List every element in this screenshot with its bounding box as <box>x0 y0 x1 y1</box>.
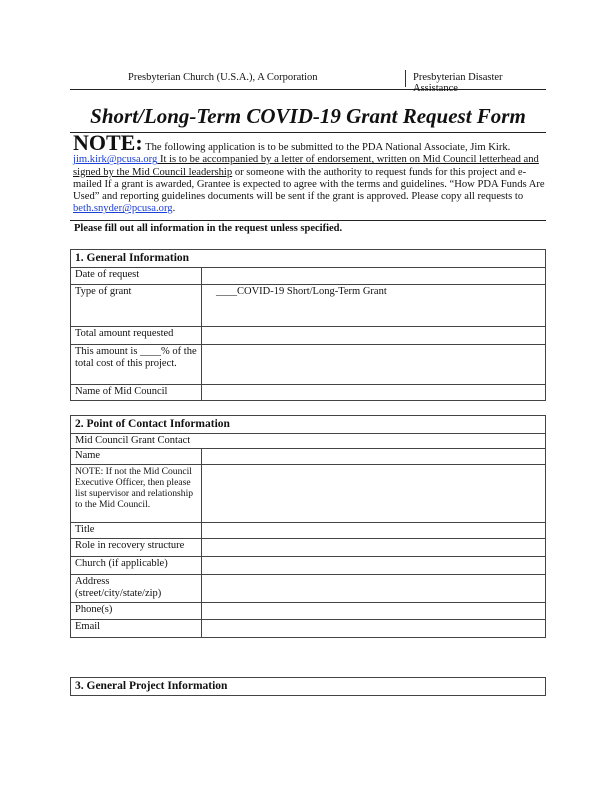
header-divider <box>405 70 406 87</box>
field-input-address[interactable] <box>202 574 546 602</box>
field-input-percent-of-cost[interactable] <box>202 344 546 384</box>
field-label-email: Email <box>71 619 202 637</box>
field-label-supervisor-note: NOTE: If not the Mid Council Executive Officer, then please list supervisor and relationship to the Mid Council. <box>71 464 202 522</box>
field-input-church[interactable] <box>202 556 546 574</box>
field-label-grant-type: Type of grant <box>71 284 202 326</box>
field-input-mid-council[interactable] <box>202 384 546 400</box>
field-label-title: Title <box>71 522 202 538</box>
subsection-heading: Mid Council Grant Contact <box>71 433 546 449</box>
note-paragraph <box>73 130 545 216</box>
note-text-3: or someone with the authority to request funds for this project and e-mailed If a grant is awarded, Grantee is expected to agree with the terms and guidelines. “How PDA Funds Are Used” and reporting guidelines documents will be sent if the grant is approved. Please copy all requests to <box>73 166 545 203</box>
field-input-grant-type[interactable]: ____COVID-19 Short/Long-Term Grant <box>202 284 546 326</box>
field-label-mid-council: Name of Mid Council <box>71 384 202 400</box>
section-heading: 1. General Information <box>71 250 546 268</box>
note-label: NOTE: <box>73 130 143 155</box>
field-label-address: Address (street/city/state/zip) <box>71 574 202 602</box>
organization-name: Presbyterian Church (U.S.A.), A Corporation <box>128 72 318 83</box>
field-input-phone[interactable] <box>202 602 546 619</box>
note-text-4: . <box>172 203 176 215</box>
field-input-role[interactable] <box>202 538 546 556</box>
field-label-role: Role in recovery structure <box>71 538 202 556</box>
note-rule <box>70 220 546 221</box>
field-label-date: Date of request <box>71 267 202 284</box>
note-text-1: The following application is to be submitted to the PDA National Associate, Jim Kirk. <box>142 142 511 153</box>
fill-instruction: Please fill out all information in the request unless specified. <box>74 223 343 234</box>
field-label-phone: Phone(s) <box>71 602 202 619</box>
field-label-name: Name <box>71 449 202 465</box>
field-input-supervisor[interactable] <box>202 464 546 522</box>
field-label-church: Church (if applicable) <box>71 556 202 574</box>
note-text-2: It is to be accompanied by a letter of endorsement, written on Mid Council letterhead and signed by the Mid Council leadership <box>73 154 539 178</box>
field-input-title[interactable] <box>202 522 546 538</box>
field-input-total-amount[interactable] <box>202 326 546 344</box>
project-information-table <box>70 677 546 696</box>
department-name: Presbyterian Disaster Assistance <box>413 72 503 94</box>
email-link-beth-snyder[interactable]: beth.snyder@pcusa.org <box>73 203 173 215</box>
field-label-total-amount: Total amount requested <box>71 326 202 344</box>
field-input-date[interactable] <box>202 267 546 284</box>
point-of-contact-table <box>70 415 546 638</box>
general-information-table <box>70 249 546 401</box>
email-link-jim-kirk[interactable]: jim.kirk@pcusa.org <box>73 154 158 166</box>
section-heading: 2. Point of Contact Information <box>71 416 546 434</box>
field-input-email[interactable] <box>202 619 546 637</box>
field-input-name[interactable] <box>202 449 546 465</box>
field-label-percent-of-cost: This amount is ____% of the total cost of this project. <box>71 344 202 384</box>
form-title: Short/Long-Term COVID-19 Grant Request Form <box>90 104 526 128</box>
page-header <box>70 71 546 94</box>
section-heading: 3. General Project Information <box>71 678 546 696</box>
